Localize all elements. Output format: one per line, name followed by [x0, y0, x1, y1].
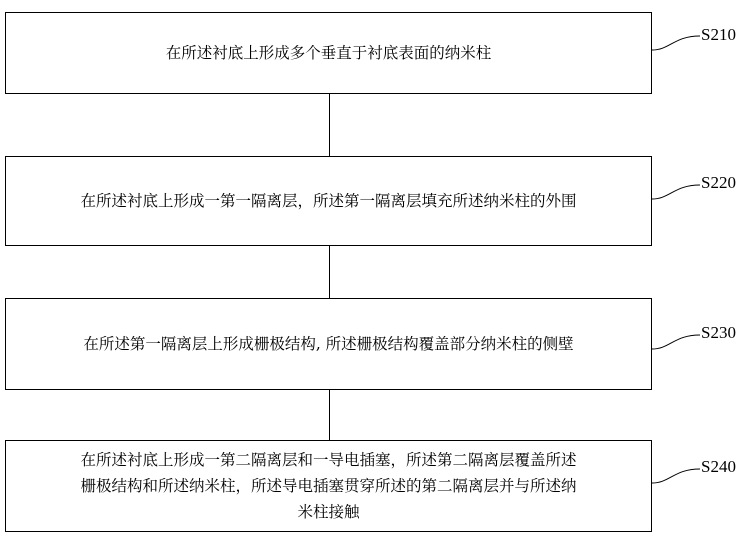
- step-box-s230: [5, 298, 652, 390]
- step-label-s230: S230: [701, 323, 736, 342]
- step-label-s220: S220: [701, 173, 736, 192]
- step-box-s240: [5, 440, 652, 532]
- step-text-s230: 在所述第一隔离层上形成栅极结构, 所述栅极结构覆盖部分纳米柱的侧壁: [83, 335, 574, 353]
- step-text-s240-line-2: 栅极结构和所述纳米柱，所述导电插塞贯穿所述的第二隔离层并与所述纳: [80, 477, 577, 495]
- step-text-s220: 在所述衬底上形成一第一隔离层，所述第一隔离层填充所述纳米柱的外围: [80, 192, 577, 210]
- step-text-s240: [76, 447, 580, 525]
- step-text-s240-line-3: 米柱接触: [297, 503, 360, 521]
- step-box-s210: [5, 12, 652, 94]
- step-text-s210: 在所述衬底上形成多个垂直于衬底表面的纳米柱: [165, 44, 492, 62]
- step-box-s220: [5, 156, 652, 246]
- connector-s220-s230: [329, 246, 330, 298]
- connector-s210-s220: [329, 94, 330, 156]
- connector-s230-s240: [329, 390, 330, 440]
- step-label-s240: S240: [701, 457, 736, 476]
- step-text-s240-line-1: 在所述衬底上形成一第二隔离层和一导电插塞，所述第二隔离层覆盖所述: [80, 451, 577, 469]
- step-label-s210: S210: [701, 25, 736, 44]
